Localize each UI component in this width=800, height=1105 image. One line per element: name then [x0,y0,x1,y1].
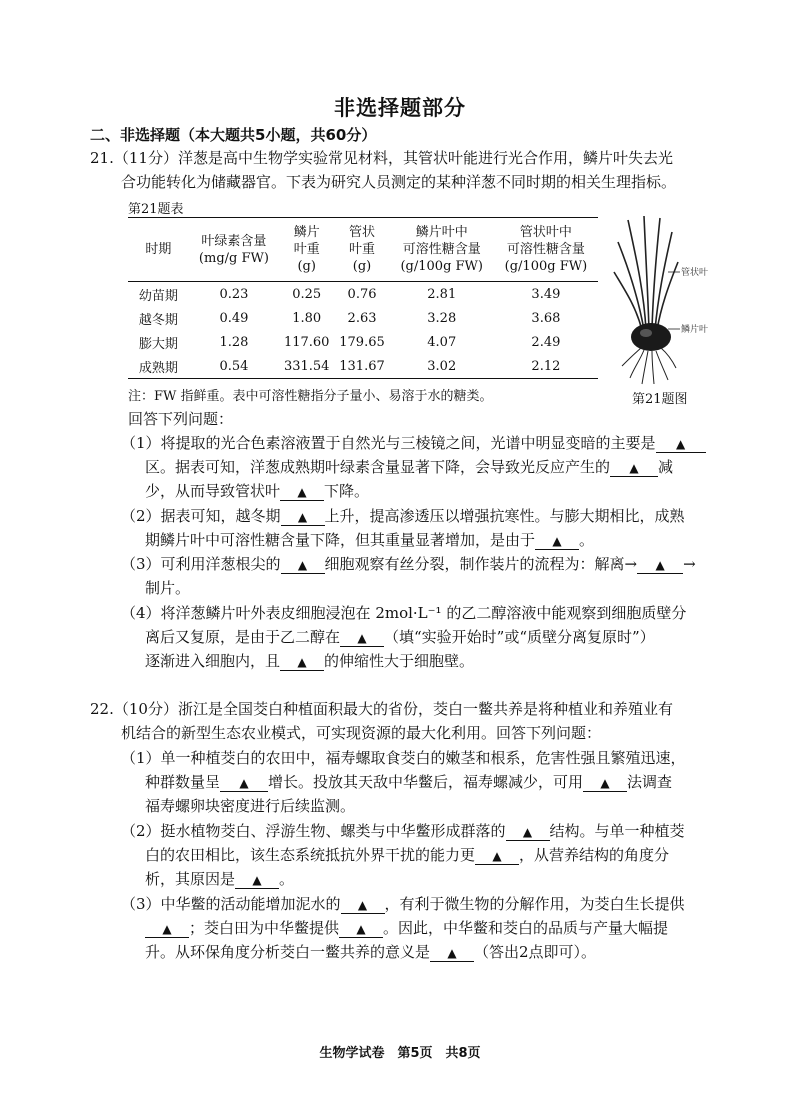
q22-intro-line1: 22.（10分）浙江是全国茭白种植面积最大的省份，茭白一鳖共养是将种植业和养殖业有 [90,700,673,718]
q21-part4-line3: 逐渐进入细胞内，且 ▲ 的伸缩性大于细胞壁。 [145,652,475,670]
answer-blank[interactable]: ▲ [281,556,325,574]
table-cell: 0.23 [219,286,249,302]
answer-blank[interactable]: ▲ [583,774,627,792]
table-cell: 2.49 [531,334,561,350]
table-cell: 3.28 [427,310,457,326]
q22-part2-line3: 析，其原因是 ▲ 。 [145,870,295,888]
col-header-tube-weight: 管状 叶重 (g) [349,225,376,274]
table-cell: 幼苗期 [138,288,178,304]
col-header-scale-weight: 鳞片 叶重 (g) [293,225,320,274]
q22-part3-line1: （3）中华鳖的活动能增加泥水的 ▲ ，有利于微生物的分解作用，为茭白生长提供 [121,895,685,913]
table-cell: 117.60 [283,334,330,350]
q21-data-table [128,217,598,379]
answer-blank[interactable]: ▲ [475,847,519,865]
table-header-row [128,218,598,282]
q22-part1-line1: （1）单一种植茭白的农田中，福寿螺取食茭白的嫩茎和根系，危害性强且繁殖迅速， [121,749,686,767]
tube-leaf-label: 管状叶 [681,268,709,278]
col-header-scale-sugar: 鳞片叶中 可溶性糖含量 (g/100g FW) [400,225,483,274]
answer-blank[interactable]: ▲ [506,823,550,841]
col-header-period: 时期 [145,242,172,257]
q21-intro-line2: 合功能转化为储藏器官。下表为研究人员测定的某种洋葱不同时期的相关生理指标。 [121,173,677,191]
q21-part2-line1: （2）据表可知，越冬期 ▲ 上升，提高渗透压以增强抗寒性。与膨大期相比，成熟 [121,507,685,525]
page-footer: 生物学试卷 第5页 共8页 [319,1046,481,1061]
answer-blank[interactable]: ▲ [430,944,474,962]
q22-part2-line1: （2）挺水植物茭白、浮游生物、螺类与中华鳖形成群落的 ▲ 结构。与单一种植茭 [121,822,685,840]
q21-intro-line1: 21.（11分）洋葱是高中生物学实验常见材料，其管状叶能进行光合作用，鳞片叶失去光 [90,149,673,167]
table-cell: 2.81 [427,286,457,302]
col-header-tube-sugar: 管状叶中 可溶性糖含量 (g/100g FW) [504,225,588,274]
section-heading: 二、非选择题（本大题共5小题，共60分） [90,126,377,144]
table-note: 注：FW 指鲜重。表中可溶性糖指分子量小、易溶于水的糖类。 [128,389,493,404]
q21-part1-line3: 少，从而导致管状叶 ▲ 下降。 [145,482,370,500]
answer-blank[interactable]: ▲ [145,920,189,938]
table-caption: 第21题表 [128,202,184,217]
table-cell: 3.49 [531,286,561,302]
q22-part1-line3: 福寿螺卵块密度进行后续监测。 [145,797,356,815]
table-cell: 0.49 [219,310,249,326]
table-cell: 3.02 [427,358,457,374]
table-cell: 0.25 [292,286,322,302]
bulb-highlight [640,329,652,337]
q21-part3-line1: （3）可利用洋葱根尖的 ▲ 细胞观察有丝分裂，制作装片的流程为：解离→ ▲ → [121,555,696,573]
page-title: 非选择题部分 [334,96,466,120]
q21-part4-line2: 离后又复原，是由于乙二醇在 ▲ （填“实验开始时”或“质壁分离复原时”） [145,628,655,646]
q22-number: 22. [90,700,114,718]
table-cell: 1.80 [292,310,322,326]
table-cell: 0.54 [219,358,249,374]
answer-blank[interactable]: ▲ [220,774,268,792]
onion-plant-figure [606,212,716,387]
table-cell: 越冬期 [138,312,178,328]
table-row [128,306,598,330]
table-cell: 1.28 [219,334,249,350]
figure-caption: 第21题图 [632,392,688,407]
answer-blank[interactable]: ▲ [535,532,579,550]
table-cell: 2.12 [531,358,561,374]
table-cell: 成熟期 [138,360,178,376]
bulb [631,323,671,351]
table-row [128,330,598,354]
answer-blank[interactable]: ▲ [339,920,383,938]
answer-blank[interactable]: ▲ [281,508,325,526]
table-cell: 3.68 [531,310,561,326]
answer-blank[interactable]: ▲ [610,459,658,477]
table-cell: 4.07 [427,334,457,350]
col-header-chlorophyll: 叶绿素含量 (mg/g FW) [198,233,269,266]
q22-part3-line3: 升。从环保角度分析茭白一鳖共养的意义是 ▲ （答出2点即可）。 [145,943,597,961]
q21-part2-line2: 期鳞片叶中可溶性糖含量下降，但其重量显著增加，是由于 ▲ 。 [145,531,595,549]
tube-leaves [614,216,678,330]
table-cell: 131.67 [339,358,385,374]
q21-part3-line2: 制片。 [145,579,191,597]
answer-blank[interactable]: ▲ [341,896,385,914]
answer-blank[interactable]: ▲ [280,483,324,501]
answer-prompt: 回答下列问题： [128,410,234,428]
q22-intro-line2: 机结合的新型生态农业模式，可实现资源的最大化利用。回答下列问题： [121,724,602,742]
table-cell: 2.63 [347,310,377,326]
q22-part2-line2: 白的农田相比，该生态系统抵抗外界干扰的能力更 ▲ ，从营养结构的角度分 [145,846,670,864]
q21-number: 21. [90,149,114,167]
table-cell: 331.54 [283,358,330,374]
table-cell: 179.65 [339,334,385,350]
q21-part1-line2: 区。据表可知，洋葱成熟期叶绿素含量显著下降，会导致光反应产生的 ▲ 减 [145,458,674,476]
answer-blank[interactable]: ▲ [656,435,706,453]
table-cell: 0.76 [347,286,377,302]
roots [622,348,676,384]
table-cell: 膨大期 [138,336,178,352]
scale-leaf-label: 鳞片叶 [681,325,709,335]
q21-part1-line1: （1）将提取的光合色素溶液置于自然光与三棱镜之间，光谱中明显变暗的主要是 ▲ [121,433,706,453]
answer-blank[interactable]: ▲ [340,629,384,647]
q21-part4-line1: （4）将洋葱鳞片叶外表皮细胞浸泡在 2mol·L⁻¹ 的乙二醇溶液中能观察到细胞质壁分 [121,604,687,622]
answer-blank[interactable]: ▲ [235,871,279,889]
table-row [128,354,598,379]
answer-blank[interactable]: ▲ [637,556,683,574]
q22-part1-line2: 种群数量呈 ▲ 增长。投放其天敌中华鳖后，福寿螺减少，可用 ▲ 法调查 [145,773,673,791]
answer-blank[interactable]: ▲ [280,653,324,671]
q22-part3-line2: ▲ ；茭白田为中华鳖提供 ▲ 。因此，中华鳖和茭白的品质与产量大幅提 [145,918,668,938]
table-row [128,282,598,307]
